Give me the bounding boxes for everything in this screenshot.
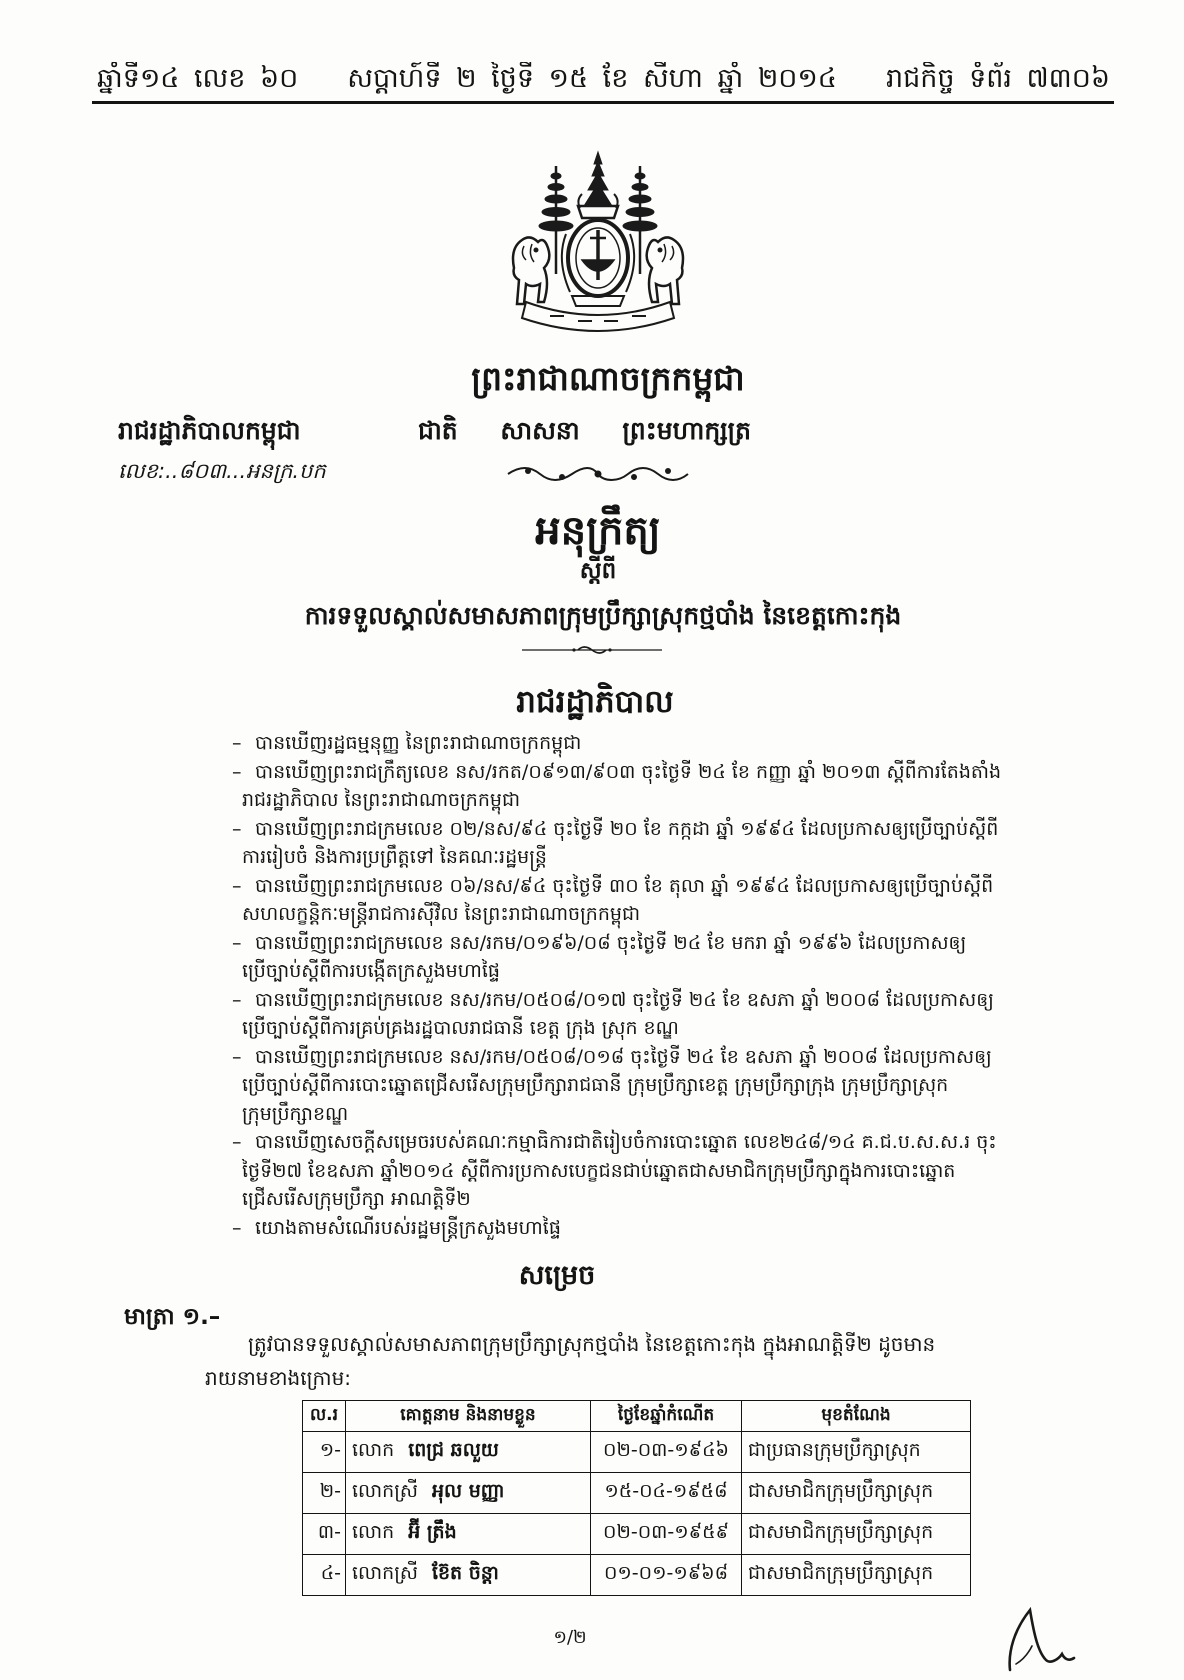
list-item-text: ប្រើច្បាប់ស្តីពីការគ្រប់គ្រងរដ្ឋបាលរាជធានី ខេត្ត ក្រុង ស្រុក ខណ្ឌ [242, 1017, 679, 1039]
list-item [232, 986, 1054, 1043]
article-label: មាត្រា ១.– [124, 1304, 221, 1330]
national-motto: ជាតិ សាសនា ព្រះមហាក្សត្រ [418, 416, 751, 445]
birth-date: ០២-០៣-១៩៤៦ [591, 1432, 742, 1473]
document-type-title: អនុក្រឹត្យ [535, 508, 661, 554]
member-name: ខ៊ែត ចិន្តា [431, 1562, 499, 1584]
bullet-dash: – [232, 1045, 242, 1068]
list-item [232, 872, 1054, 929]
list-item-text: បានឃើញព្រះរាជក្រមលេខ ០២/នស/៩៤ ចុះថ្ងៃទី ២០ ខែ កក្កដា ឆ្នាំ ១៩៩៤ ដែលប្រកាសឲ្យប្រើច្បាប់ស្តីពី [255, 817, 999, 840]
birth-date: ០២-០៣-១៩៥៩ [591, 1514, 742, 1555]
bullet-dash: – [232, 988, 242, 1011]
bullet-dash: – [232, 732, 242, 754]
row-number: ១- [303, 1432, 346, 1473]
row-number: ៤- [303, 1555, 346, 1596]
bullet-dash: – [232, 874, 242, 897]
list-item-text: សហលក្ខន្តិកៈមន្ត្រីរាជការស៊ីវិល នៃព្រះរាជាណាចក្រកម្ពុជា [242, 903, 641, 925]
article-text: រាយនាមខាងក្រោម: [205, 1366, 351, 1390]
list-item-text: ក្រុមប្រឹក្សាខណ្ឌ [242, 1102, 349, 1125]
bullet-dash: – [232, 760, 242, 783]
subject-label: ស្តីពី [579, 558, 617, 584]
table-row [303, 1514, 971, 1555]
row-number: ២- [303, 1473, 346, 1514]
list-item-text: ថ្ងៃទី២៧ ខែឧសភា ឆ្នាំ២០១៤ ស្តីពីការប្រកាសបេក្ខជនជាប់ឆ្នោតជាសមាជិកក្រុមប្រឹក្សាក្នុងការបោះឆ្នោត [242, 1159, 956, 1182]
table-header-row [303, 1401, 971, 1432]
column-header-birthdate: ថ្ងៃខែឆ្នាំកំណើត [591, 1401, 742, 1432]
article-text: ត្រូវបានទទួលស្គាល់សមាសភាពក្រុមប្រឹក្សាស្រុកថ្មបាំង នៃខេត្តកោះកុង ក្នុងអាណត្តិទី២ ដូចមាន [248, 1332, 936, 1356]
position: ជាសមាជិកក្រុមប្រឹក្សាស្រុក [742, 1555, 971, 1596]
government-name: រាជរដ្ឋាភិបាលកម្ពុជា [118, 416, 301, 445]
column-header-number: ល.រ [303, 1401, 346, 1432]
document-number: លេខ:..៨០៣...អនក្រ.បក [118, 459, 326, 483]
birth-date: ០១-០១-១៩៦៨ [591, 1555, 742, 1596]
column-header-position: មុខតំណែង [742, 1401, 971, 1432]
bullet-dash: – [232, 817, 242, 840]
table-row [303, 1432, 971, 1473]
list-item-text: ប្រើច្បាប់ស្តីពីការបង្កើតក្រសួងមហាផ្ទៃ [242, 960, 500, 982]
list-item-text: បានឃើញព្រះរាជក្រមលេខ នស/រកម/០៥០៨/០១៧ ចុះថ្ងៃទី ២៤ ខែ ឧសភា ឆ្នាំ ២០០៨ ដែលប្រកាសឲ្យ [255, 988, 994, 1011]
page-number: ១/២ [553, 1627, 587, 1648]
list-item [232, 1128, 1054, 1214]
document-subject: ការទទួលស្គាល់សមាសភាពក្រុមប្រឹក្សាស្រុកថ្មបាំង នៃខេត្តកោះកុង [304, 601, 902, 630]
issuing-authority: រាជរដ្ឋាភិបាល [516, 684, 674, 720]
list-item-text: បានឃើញរដ្ឋធម្មនុញ្ញ នៃព្រះរាជាណាចក្រកម្ពុជា [255, 732, 582, 754]
row-number: ៣- [303, 1514, 346, 1555]
list-item-text: បានឃើញព្រះរាជក្រឹត្យលេខ នស/រកត/០៩១៣/៩០៣ ចុះថ្ងៃទី ២៤ ខែ កញ្ញា ឆ្នាំ ២០១៣ ស្តីពីការតែងតាំង [255, 760, 1002, 783]
member-name-cell [346, 1555, 591, 1596]
bullet-dash: – [232, 1131, 242, 1153]
list-item-text: ការរៀបចំ និងការប្រព្រឹត្តទៅ នៃគណៈរដ្ឋមន្ត្រី [242, 846, 547, 868]
member-name: ពេជ្រ ឆលួយ [408, 1439, 499, 1461]
member-name: អុល មញ្ញា [431, 1480, 505, 1502]
gazette-page: រាជកិច្ច ទំព័រ ៧៣០៦ [885, 62, 1110, 94]
list-item-text: យោងតាមសំណើរបស់រដ្ឋមន្ត្រីក្រសួងមហាផ្ទៃ [255, 1216, 561, 1239]
royal-coat-of-arms-icon [498, 150, 698, 340]
honorific: លោកស្រី [352, 1480, 418, 1502]
position: ជាសមាជិកក្រុមប្រឹក្សាស្រុក [742, 1473, 971, 1514]
member-name-cell [346, 1432, 591, 1473]
list-item [232, 758, 1054, 815]
preamble-list [232, 729, 1054, 1242]
list-item [232, 815, 1054, 872]
member-name-cell [346, 1473, 591, 1514]
honorific: លោក [352, 1439, 395, 1461]
gazette-date: សប្តាហ៍ទី ២ ថ្ងៃទី ១៥ ខែ សីហា ឆ្នាំ ២០១៤ [347, 62, 837, 94]
list-item-text: ប្រើច្បាប់ស្តីពីការបោះឆ្នោតជ្រើសរើសក្រុមប្រឹក្សារាជធានី ក្រុមប្រឹក្សាខេត្ត ក្រុមប្រឹក្សាក្រុង ក្រុមប្រឹក្សាស្រុក [242, 1074, 949, 1096]
list-item [232, 1214, 1054, 1243]
gazette-issue: ឆ្នាំទី១៤ លេខ ៦០ [97, 62, 299, 94]
member-name: អ៊ី ត្រឹង [408, 1521, 457, 1543]
list-item-text: បានឃើញសេចក្តីសម្រេចរបស់គណៈកម្មាធិការជាតិរៀបចំការបោះឆ្នោត លេខ២៤៨/១៤ គ.ជ.ប.ស.ស.រ ចុះ [255, 1131, 997, 1153]
signature-initial-icon [1002, 1598, 1078, 1674]
column-header-name: គោត្តនាម និងនាមខ្លួន [346, 1401, 591, 1432]
table-row [303, 1555, 971, 1596]
subject-divider-icon [522, 644, 662, 656]
list-item-text: រាជរដ្ឋាភិបាល នៃព្រះរាជាណាចក្រកម្ពុជា [242, 789, 521, 811]
header-rule [92, 101, 1114, 104]
honorific: លោកស្រី [352, 1562, 418, 1584]
bullet-dash: – [232, 1216, 242, 1239]
list-item-text: ជ្រើសរើសក្រុមប្រឹក្សា អាណត្តិទី២ [242, 1188, 471, 1210]
list-item [232, 1043, 1054, 1129]
bullet-dash: – [232, 931, 242, 954]
members-table [302, 1400, 971, 1596]
position: ជាប្រធានក្រុមប្រឹក្សាស្រុក [742, 1432, 971, 1473]
table-row [303, 1473, 971, 1514]
birth-date: ១៥-០៤-១៩៥៨ [591, 1473, 742, 1514]
gazette-header [97, 62, 1110, 100]
list-item-text: បានឃើញព្រះរាជក្រមលេខ នស/រកម/០១៩៦/០៨ ចុះថ្ងៃទី ២៤ ខែ មករា ឆ្នាំ ១៩៩៦ ដែលប្រកាសឲ្យ [255, 931, 967, 954]
ornament-divider-icon [506, 463, 690, 485]
list-item [232, 929, 1054, 986]
decision-heading: សម្រេច [518, 1260, 596, 1291]
list-item-text: បានឃើញព្រះរាជក្រមលេខ ០៦/នស/៩៤ ចុះថ្ងៃទី ៣០ ខែ តុលា ឆ្នាំ ១៩៩៤ ដែលប្រកាសឲ្យប្រើច្បាប់ស្តីពី [255, 874, 994, 897]
list-item-text: បានឃើញព្រះរាជក្រមលេខ នស/រកម/០៥០៨/០១៨ ចុះថ្ងៃទី ២៤ ខែ ឧសភា ឆ្នាំ ២០០៨ ដែលប្រកាសឲ្យ [255, 1045, 992, 1068]
member-name-cell [346, 1514, 591, 1555]
list-item [232, 729, 1054, 758]
kingdom-title: ព្រះរាជាណាចក្រកម្ពុជា [471, 359, 745, 398]
honorific: លោក [352, 1521, 395, 1543]
position: ជាសមាជិកក្រុមប្រឹក្សាស្រុក [742, 1514, 971, 1555]
